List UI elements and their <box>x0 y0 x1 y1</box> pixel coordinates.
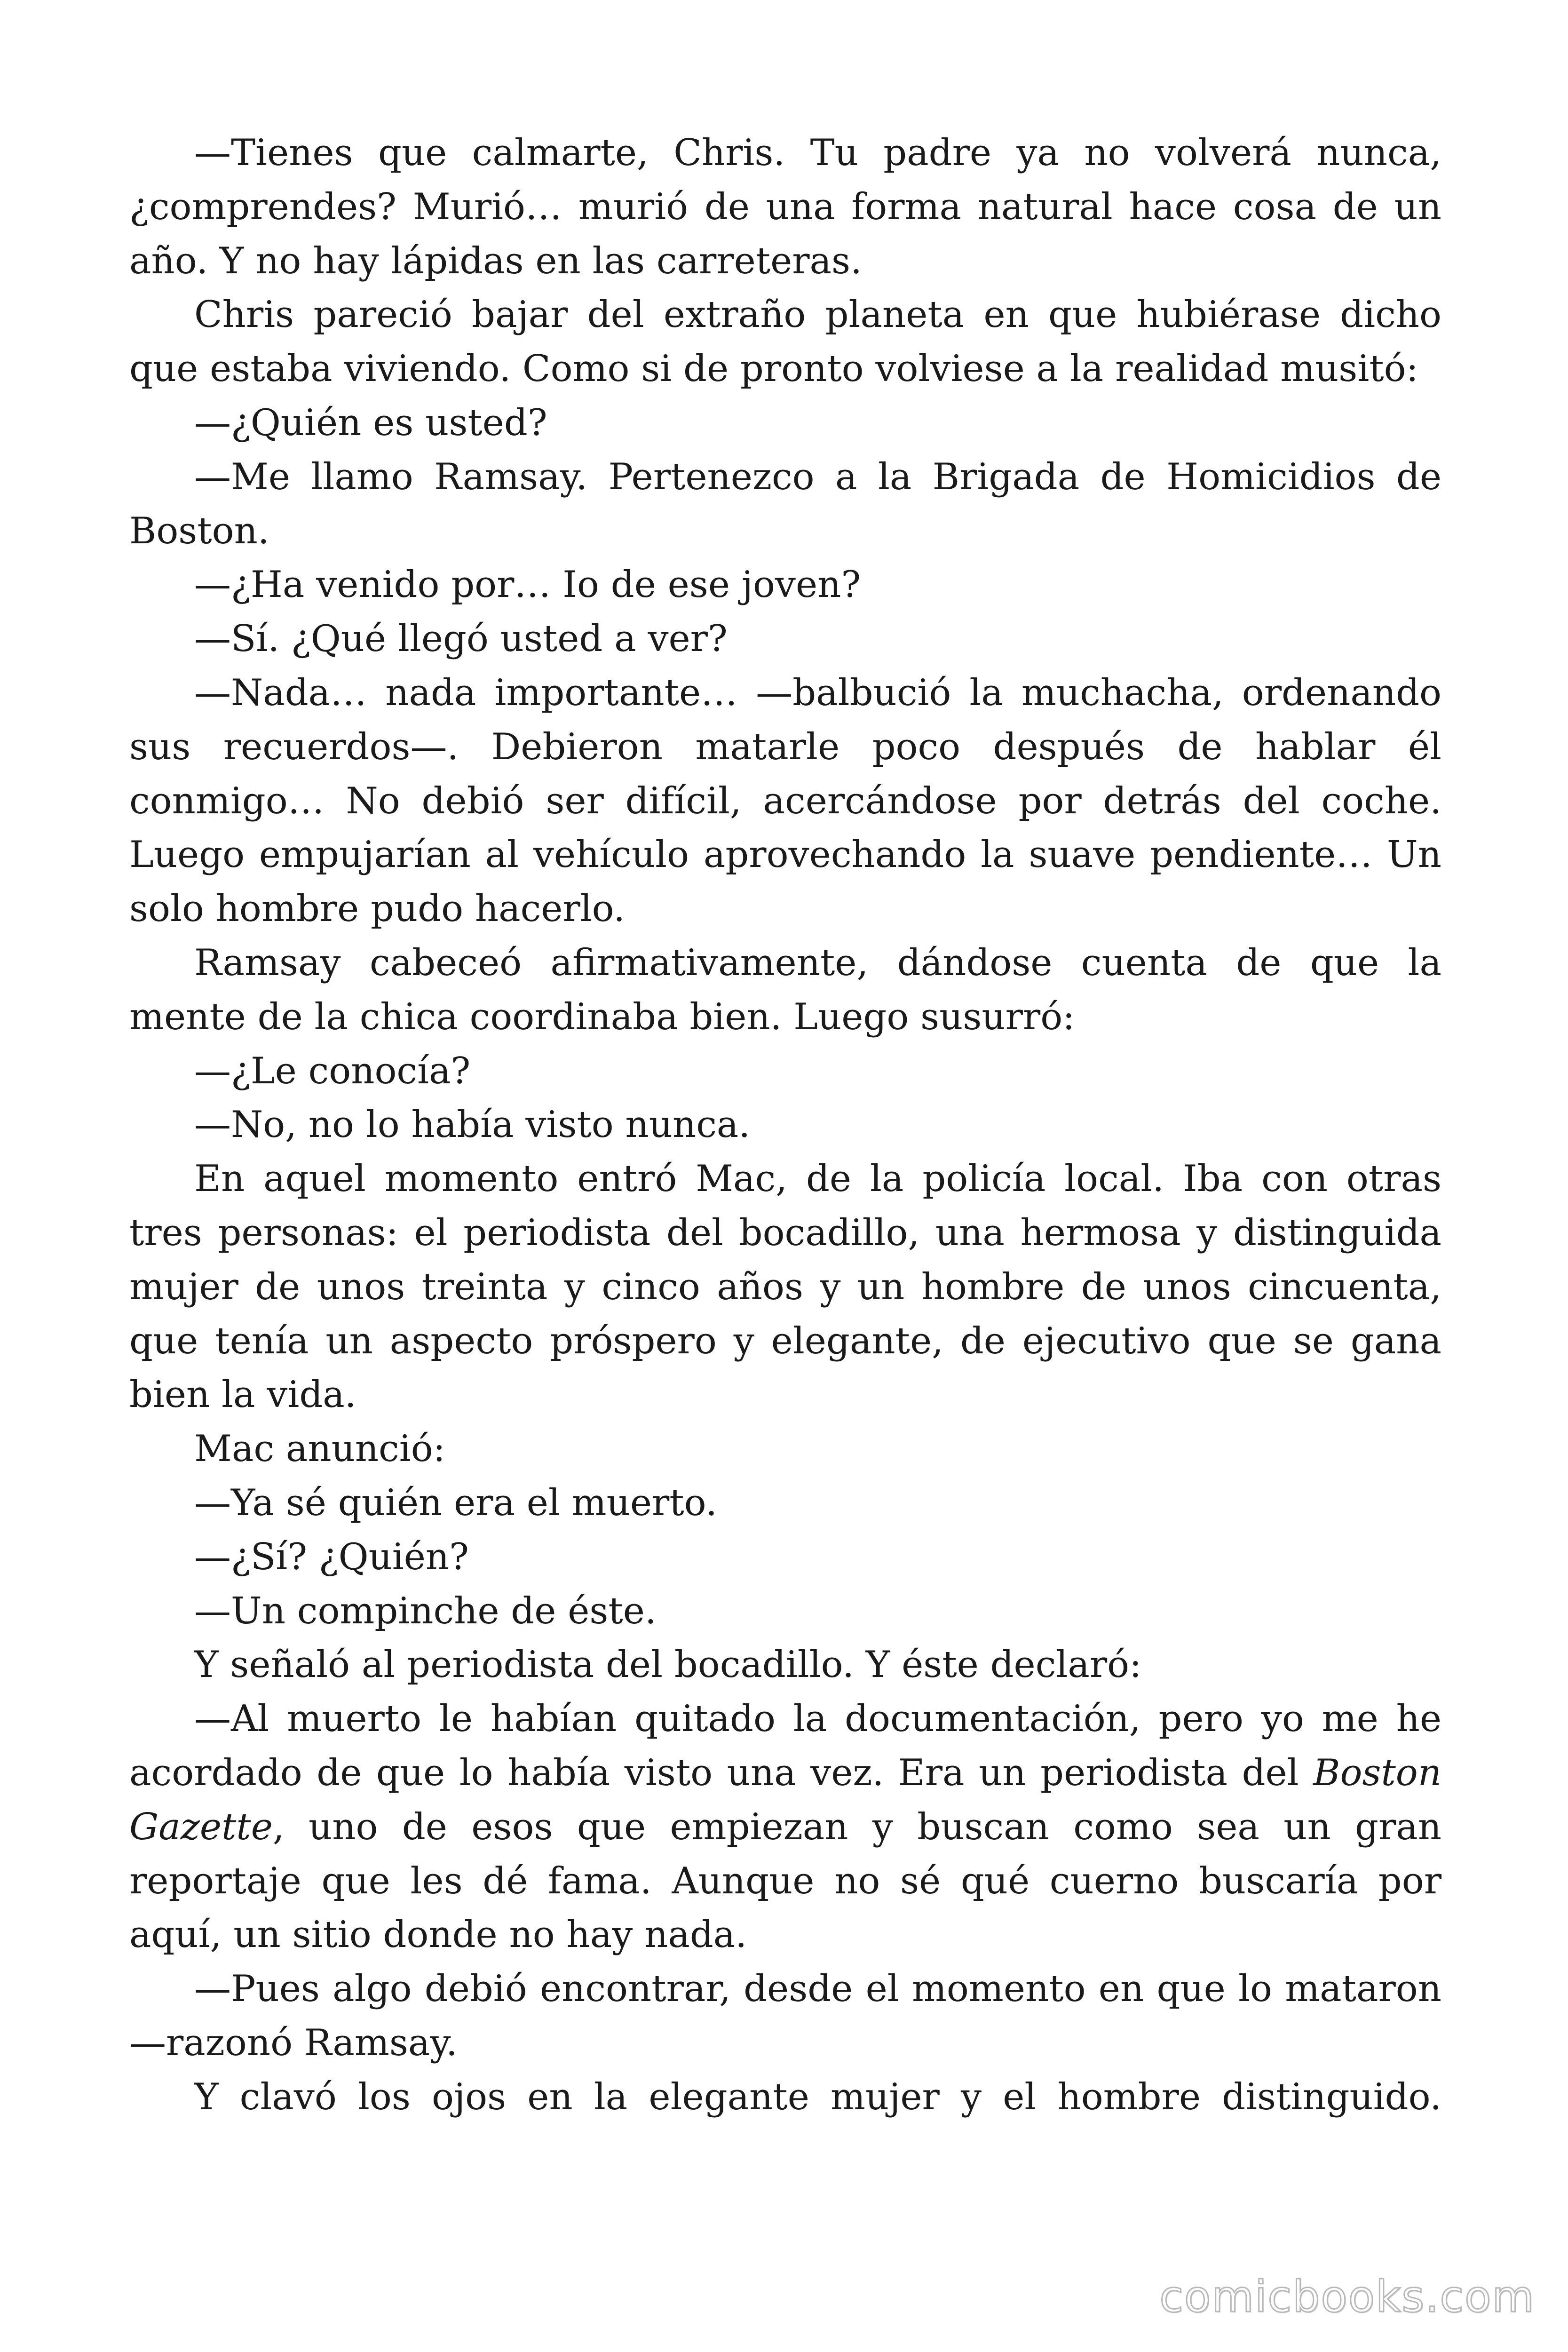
paragraph: En aquel momento entró Mac, de la policía local. Iba con otras tres personas: el periodista del bocadillo, una hermosa y distinguida mujer de unos treinta y cinco años y un hombre de unos cincuenta, que tenía un aspecto próspero y elegante, de ejecutivo que se gana bien la vida. <box>129 1158 1441 1416</box>
paragraph: —Pues algo debió encontrar, desde el momento en que lo mataron —razonó Ramsay. <box>129 1968 1441 2064</box>
paragraph: Ramsay cabeceó afirmativamente, dándose cuenta de que la mente de la chica coordinaba bien. Luego susurró: <box>129 941 1441 1038</box>
paragraph: Chris pareció bajar del extraño planeta en que hubiérase dicho que estaba viviendo. Como si de pronto volviese a la realidad musitó: <box>129 294 1441 390</box>
paragraph: Y señaló al periodista del bocadillo. Y éste declaró: <box>194 1644 1142 1686</box>
paragraph: —Ya sé quién era el muerto. <box>194 1481 718 1524</box>
paragraph: Y clavó los ojos en la elegante mujer y el hombre distinguido. <box>194 2075 1441 2118</box>
paragraph: —Sí. ¿Qué llegó usted a ver? <box>194 618 728 660</box>
newspaper-title: Boston Gazette <box>129 1751 1441 1848</box>
body-text <box>129 126 1441 2124</box>
paragraph: —¿Sí? ¿Quién? <box>194 1535 469 1578</box>
watermark: comicbooks.com <box>1159 2272 1535 2322</box>
paragraph: —Me llamo Ramsay. Pertenezco a la Brigada de Homicidios de Boston. <box>129 455 1441 552</box>
paragraph: —¿Quién es usted? <box>194 401 547 444</box>
paragraph: —Un compinche de éste. <box>194 1589 657 1632</box>
paragraph-boston-gazette <box>129 1692 1441 1962</box>
paragraph-text: —Al muerto le habían quitado la documentación, pero yo me he acordado de que lo había visto una vez. Era un periodista del <box>129 1698 1441 1794</box>
paragraph: —Tienes que calmarte, Chris. Tu padre ya no volverá nunca, ¿comprendes? Murió… murió de una forma natural hace cosa de un año. Y no hay lápidas en las carreteras. <box>129 132 1441 282</box>
paragraph: —No, no lo había visto nunca. <box>194 1104 751 1146</box>
paragraph: Mac anunció: <box>194 1428 445 1470</box>
paragraph: —¿Le conocía? <box>194 1049 471 1092</box>
paragraph-text: , uno de esos que empiezan y buscan como sea un gran reportaje que les dé fama. Aunque no sé qué cuerno buscaría por aquí, un sitio donde no hay nada. <box>129 1805 1441 1956</box>
paragraph: —Nada… nada importante… —balbució la muchacha, ordenando sus recuerdos—. Debieron matarle poco después de hablar él conmigo… No debió ser difícil, acercándose por detrás del coche. Luego empujarían al vehículo aprovechando la suave pendiente… Un solo hombre pudo hacerlo. <box>129 671 1441 930</box>
paragraph: —¿Ha venido por… Io de ese joven? <box>194 564 861 606</box>
